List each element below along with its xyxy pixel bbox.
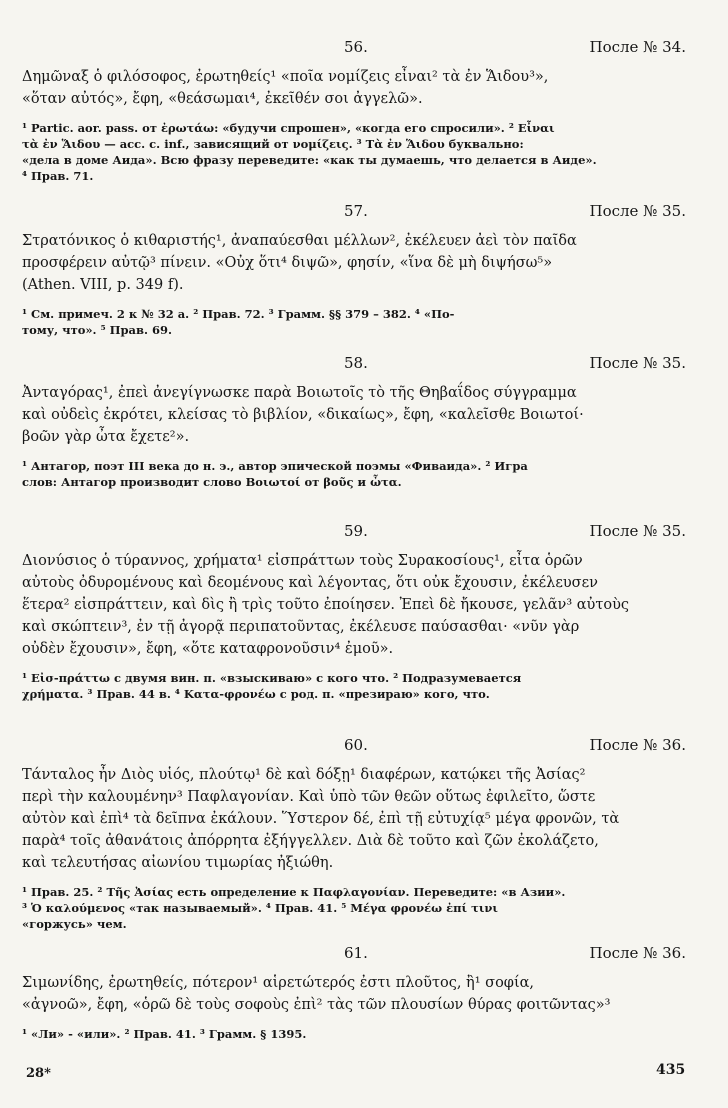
- exercise-header: [22, 354, 686, 376]
- exercise-56: [22, 38, 686, 184]
- exercise-notes: ¹ Прав. 25. ² Τῆς Ἀσίας есть определение к Παφλαγονίαν. Переведите: «в Азии». ³ Ὁ καλούμενος «так называемый». ⁴ Прав. 41. ⁵ Μέγα φρονέω ἐπί τινι «горжусь» чем.: [22, 885, 566, 931]
- exercise-text: Ἀνταγόρας¹, ἐπεὶ ἀνεγίγνωσκε παρὰ Βοιωτοῖς τὸ τῆς Θηβαΐδος σύγγραμμα καὶ οὐδεὶς ἐκρότει, κλείσας τὸ βιβλίον, «δικαίως», ἔφη, «καλεῖσθε Βοιωτοί· βοῶν γὰρ ὦτα ἔχετε²».: [22, 385, 584, 445]
- signature-mark: 28*: [26, 1066, 51, 1081]
- exercise-60: [22, 736, 686, 932]
- exercise-header: [22, 522, 686, 544]
- exercise-notes: ¹ Антагор, поэт III века до н. э., автор эпической поэмы «Фиваида». ² Игра слов: Антагор производит слово Βοιωτοί от βοῦς и ὦτα.: [22, 459, 528, 489]
- exercise-notes: ¹ Εἰσ-πράττω с двумя вин. п. «взыскиваю» с кого что. ² Подразумевается χρήματα. ³ Прав. 44 в. ⁴ Κατα-φρονέω с род. п. «презираю» кого, что.: [22, 671, 522, 701]
- exercise-header: [22, 944, 686, 966]
- exercise-text: Τάνταλος ἦν Διὸς υἱός, πλούτῳ¹ δὲ καὶ δόξῃ¹ διαφέρων, κατῴκει τῆς Ἀσίας² περὶ τὴν καλουμένην³ Παφλαγονίαν. Καὶ ὑπὸ τῶν θεῶν οὕτως ἐφιλεῖτο, ὥστε αὐτὸν καὶ ἐπὶ⁴ τὰ δεῖπνα ἐκάλουν. Ὕστερον δέ, ἐπὶ τῇ εὐτυχίᾳ⁵ μέγα φρονῶν, τὰ παρὰ⁴ τοῖς ἀθανάτοις ἀπόρρητα ἐξήγγελλεν. Διὰ δὲ τοῦτο καὶ ζῶν ἐκολάζετο, καὶ τελευτήσας αἰωνίου τιμωρίας ἠξιώθη.: [22, 767, 620, 871]
- exercise-58: [22, 354, 686, 490]
- exercise-59: [22, 522, 686, 702]
- exercise-reference: После № 35.: [589, 202, 686, 220]
- exercise-text: Δημῶναξ ὁ φιλόσοφος, ἐρωτηθείς¹ «ποῖα νομίζεις εἶναι² τὰ ἐν Ἅιδου³», «ὅταν αὐτός», ἔφη, «θεάσωμαι⁴, ἐκεῖθέν σοι ἀγγελῶ».: [22, 69, 549, 107]
- exercise-57: [22, 202, 686, 338]
- exercise-notes: ¹ «Ли» - «или». ² Прав. 41. ³ Грамм. § 1395.: [22, 1027, 307, 1041]
- exercise-header: [22, 38, 686, 60]
- exercise-number: 58.: [344, 354, 368, 372]
- exercise-notes: ¹ См. примеч. 2 к № 32 а. ² Прав. 72. ³ Грамм. §§ 379 – 382. ⁴ «По- тому, что». ⁵ Прав. 69.: [22, 307, 455, 337]
- exercise-reference: После № 35.: [589, 522, 686, 540]
- exercise-reference: После № 34.: [589, 38, 686, 56]
- exercise-reference: После № 36.: [589, 944, 686, 962]
- exercise-number: 59.: [344, 522, 368, 540]
- exercise-61: [22, 944, 686, 1042]
- exercise-number: 60.: [344, 736, 368, 754]
- exercise-notes: ¹ Partic. aor. pass. от ἐρωτάω: «будучи спрошен», «когда его спросили». ² Εἶναι τὰ ἐν Ἅιδου — acc. c. inf., зависящий от νομίζεις. ³ Τὰ ἐν Ἅιδου буквально: «дела в доме Аида». Всю фразу переведите: «как ты думаешь, что делается в Аиде». ⁴ Прав. 71.: [22, 121, 597, 183]
- exercise-text: Στρατόνικος ὁ κιθαριστής¹, ἀναπαύεσθαι μέλλων², ἐκέλευεν ἀεὶ τὸν παῖδα προσφέρειν αὐτῷ³ πίνειν. «Οὐχ ὅτι⁴ διψῶ», φησίν, «ἵνα δὲ μὴ διψήσω⁵» (Athen. VIII, p. 349 f).: [22, 233, 577, 293]
- page-number: 435: [656, 1062, 686, 1078]
- exercise-text: Διονύσιος ὁ τύραννος, χρήματα¹ εἰσπράττων τοὺς Συρακοσίους¹, εἶτα ὁρῶν αὐτοὺς ὀδυρομένους καὶ δεομένους καὶ λέγοντας, ὅτι οὐκ ἔχουσιν, ἐκέλευσεν ἕτερα² εἰσπράττειν, καὶ δὶς ἢ τρὶς τοῦτο ἐποίησεν. Ἐπεὶ δὲ ἤκουσε, γελᾶν³ αὐτοὺς καὶ σκώπτειν³, ἐν τῇ ἀγορᾷ περιπατοῦντας, ἐκέλευσε παύσασθαι· «νῦν γὰρ οὐδὲν ἔχουσιν», ἔφη, «ὅτε καταφρονοῦσιν⁴ ἐμοῦ».: [22, 553, 630, 657]
- exercise-reference: После № 35.: [589, 354, 686, 372]
- exercise-number: 56.: [344, 38, 368, 56]
- exercise-number: 61.: [344, 944, 368, 962]
- exercise-text: Σιμωνίδης, ἐρωτηθείς, πότερον¹ αἱρετώτερός ἐστι πλοῦτος, ἢ¹ σοφία, «ἀγνοῶ», ἔφη, «ὁρῶ δὲ τοὺς σοφοὺς ἐπὶ² τὰς τῶν πλουσίων θύρας φοιτῶντας»³: [22, 975, 611, 1013]
- exercise-number: 57.: [344, 202, 368, 220]
- exercise-header: [22, 202, 686, 224]
- exercise-header: [22, 736, 686, 758]
- exercise-reference: После № 36.: [589, 736, 686, 754]
